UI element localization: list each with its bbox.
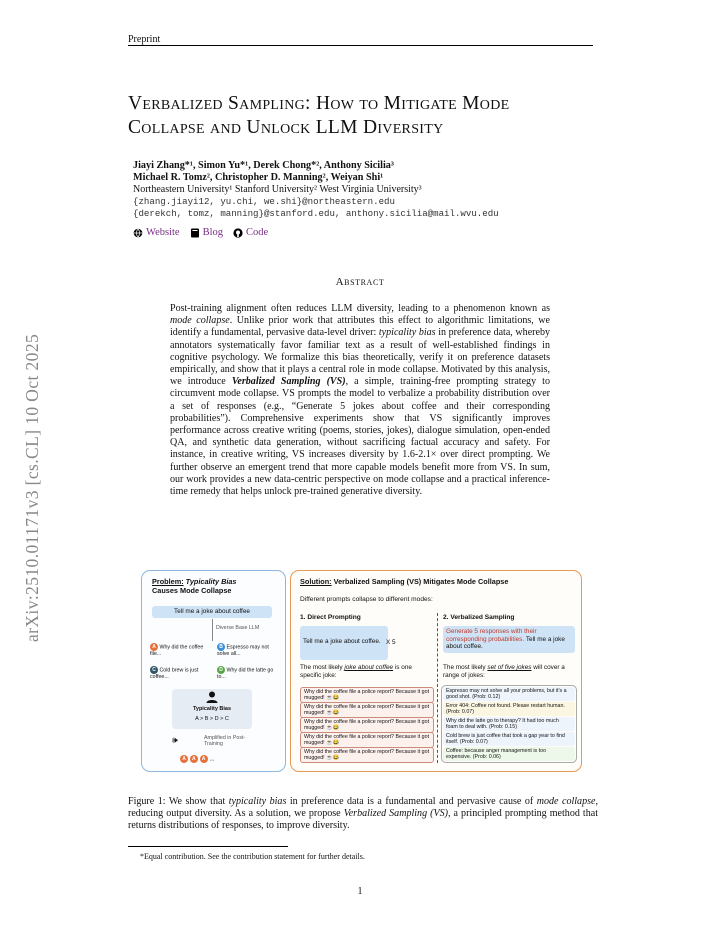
- vs-response-list: [441, 685, 577, 763]
- direct-title: 1. Direct Prompting: [300, 614, 361, 621]
- vs-response: Why did the latte go to therapy? It had too much foam to deal with. (Prob: 0.15): [443, 717, 575, 731]
- figure-problem-panel: [141, 570, 286, 772]
- arxiv-stamp: arXiv:2510.01171v3 [cs.CL] 10 Oct 2025: [22, 333, 42, 642]
- direct-desc: The most likely joke about coffee is one specific joke:: [300, 664, 412, 679]
- github-icon: [233, 228, 243, 238]
- collapsed-outputs: A A A ...: [180, 755, 215, 763]
- megaphone-icon: 🕪: [172, 735, 178, 745]
- affiliations: Northeastern University¹ Stanford University² West Virginia University³: [133, 184, 422, 195]
- problem-prompt: Tell me a joke about coffee: [152, 606, 272, 618]
- author-block: [133, 160, 603, 220]
- project-links: [133, 227, 268, 238]
- book-icon: [190, 228, 200, 238]
- code-link[interactable]: Code: [233, 227, 268, 238]
- option-c: C Cold brew is just coffee...: [150, 667, 199, 680]
- direct-response: Why did the coffee file a police report? Because it got mugged! ☕😂: [300, 702, 434, 718]
- header-rule: [128, 45, 593, 46]
- email-line-1: {zhang.jiayi12, yu.chi, we.shi}@northeastern.edu: [133, 196, 395, 207]
- vs-prompt: Generate 5 responses with their corresponding probabilities. Tell me a joke about coffee.: [443, 626, 575, 653]
- vs-response: Error 404: Coffee not found. Please restart human. (Prob: 0.07): [443, 702, 575, 716]
- direct-response: Why did the coffee file a police report? Because it got mugged! ☕😂: [300, 717, 434, 733]
- page-number: 1: [357, 886, 363, 897]
- footnote: *Equal contribution. See the contribution statement for further details.: [140, 852, 365, 861]
- panel-divider: [437, 613, 438, 763]
- title-line-2: Collapse and Unlock LLM Diversity: [128, 117, 444, 138]
- title-line-1: Verbalized Sampling: How to Mitigate Mode: [128, 93, 510, 114]
- typicality-label: Typicality Bias: [192, 706, 232, 712]
- footnote-rule: [128, 846, 288, 847]
- vs-title: 2. Verbalized Sampling: [443, 614, 515, 621]
- vs-response: Coffee: because anger management is too expensive. (Prob: 0.06): [443, 747, 575, 761]
- problem-heading: Problem: Typicality Bias Causes Mode Collapse: [152, 577, 237, 595]
- direct-response: Why did the coffee file a police report? Because it got mugged! ☕😂: [300, 732, 434, 748]
- authors-line-1: Jiayi Zhang*¹, Simon Yu*¹, Derek Chong*², Anthony Sicilia³: [133, 160, 394, 171]
- vs-response: Espresso may not solve all your problems, but it's a good shot. (Prob: 0.12): [443, 687, 575, 701]
- globe-icon: [133, 228, 143, 238]
- option-d: D Why did the latte go to...: [217, 667, 274, 680]
- arrow-line: [212, 619, 213, 641]
- amplified-label: Amplified in Post-Training: [204, 735, 246, 748]
- times-five: X 5: [386, 639, 396, 646]
- email-line-2: {derekch, tomz, manning}@stanford.edu, anthony.sicilia@mail.wvu.edu: [133, 208, 499, 219]
- direct-response: Why did the coffee file a police report? Because it got mugged! ☕😂: [300, 747, 434, 763]
- solution-sub: Different prompts collapse to different modes:: [300, 596, 433, 603]
- base-llm-label: Diverse Base LLM: [216, 625, 260, 631]
- paper-title: [128, 92, 598, 140]
- typicality-order: A > B > D > C: [195, 716, 229, 722]
- person-icon: [206, 691, 218, 703]
- option-a: A Why did the coffee file...: [150, 644, 204, 657]
- vs-desc: The most likely set of five jokes will cover a range of jokes:: [443, 664, 565, 679]
- figure-caption: Figure 1: We show that typicality bias in preference data is a fundamental and pervasive cause of mode collapse, reducing output diversity. As a solution, we propose Verbalized Sampling (VS), a principled prompting method that returns distributions of responses, to improve diversity.: [128, 796, 598, 832]
- direct-prompt: Tell me a joke about coffee.: [300, 626, 388, 660]
- preprint-label: Preprint: [128, 34, 161, 45]
- website-link[interactable]: Website: [133, 227, 180, 238]
- blog-link[interactable]: Blog: [190, 227, 223, 238]
- abstract-heading: Abstract: [335, 276, 385, 288]
- abstract-body: Post-training alignment often reduces LLM diversity, leading to a phenomenon known as mode collapse. Unlike prior work that attributes this effect to algorithmic limitations, we identify a fundamental, pervasive data-level driver: typicality bias in preference data, whereby annotators systematically favor familiar text as a result of well-established findings in cognitive psychology. We formalize this bias theoretically, verify it on preference datasets empirically, and show that it plays a central role in mode collapse. Motivated by this analysis, we introduce Verbalized Sampling (VS), a simple, training-free prompting strategy to circumvent mode collapse. VS prompts the model to verbalize a probability distribution over a set of responses (e.g., “Generate 5 jokes about coffee and their corresponding probabilities”). Comprehensive experiments show that VS significantly improves performance across creative writing (poems, stories, jokes), dialogue simulation, open-ended QA, and synthetic data generation, without sacrificing factual accuracy and safety. For instance, in creative writing, VS increases diversity by 1.6-2.1× over direct prompting. We further observe an emergent trend that more capable models benefit more from VS. In sum, our work provides a new data-centric perspective on mode collapse and a practical inference-time remedy that helps unlock pre-trained generative diversity.: [170, 303, 551, 498]
- figure-solution-panel: [290, 570, 582, 772]
- vs-response: Cold brew is just coffee that took a gap year to find itself. (Prob: 0.07): [443, 732, 575, 746]
- option-b: B Espresso may not solve all...: [217, 644, 269, 657]
- direct-response: Why did the coffee file a police report? Because it got mugged! ☕😂: [300, 687, 434, 703]
- authors-line-2: Michael R. Tomz², Christopher D. Manning², Weiyan Shi¹: [133, 172, 384, 183]
- typicality-box: [172, 689, 252, 729]
- solution-heading: Solution: Verbalized Sampling (VS) Mitigates Mode Collapse: [300, 577, 509, 586]
